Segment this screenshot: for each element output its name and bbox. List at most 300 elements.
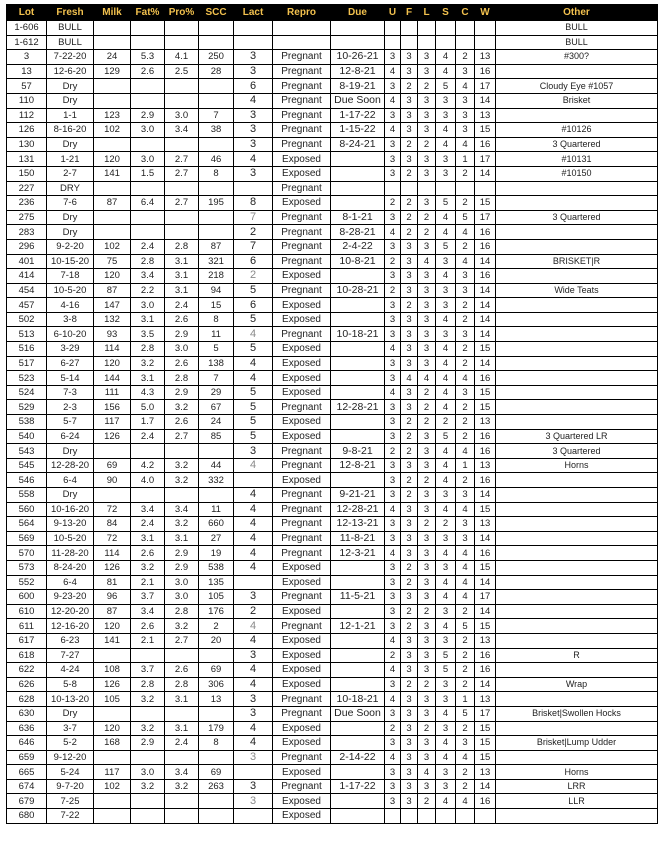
cell-l: 3 (418, 327, 436, 342)
cell-lot: 523 (7, 371, 47, 386)
cell-due (331, 809, 385, 824)
cell-fresh: 9-23-20 (47, 590, 94, 605)
cell-w: 16 (475, 239, 496, 254)
cell-fat: 3.1 (131, 371, 165, 386)
cell-c: 5 (456, 619, 475, 634)
cell-w: 15 (475, 385, 496, 400)
cell-other (496, 809, 658, 824)
cell-due: Due Soon (331, 93, 385, 108)
cell-scc: 24 (199, 415, 234, 430)
cell-lot: 611 (7, 619, 47, 634)
cell-lot: 112 (7, 108, 47, 123)
cell-pro: 2.8 (165, 371, 199, 386)
cell-other: 3 Quartered (496, 444, 658, 459)
cell-w: 16 (475, 137, 496, 152)
cell-lact: 5 (234, 415, 273, 430)
cell-scc (199, 79, 234, 94)
cell-u: 2 (385, 444, 401, 459)
cell-c (456, 21, 475, 36)
cell-w: 15 (475, 123, 496, 138)
cell-s: 4 (436, 736, 456, 751)
cell-due (331, 312, 385, 327)
table-row (7, 663, 658, 678)
cell-s: 5 (436, 663, 456, 678)
cell-other (496, 560, 658, 575)
cell-c: 3 (456, 64, 475, 79)
cell-lact: 5 (234, 312, 273, 327)
cell-s: 4 (436, 269, 456, 284)
cell-pro: 3.1 (165, 254, 199, 269)
cell-repro: Pregnant (273, 181, 331, 196)
cell-f: 3 (401, 531, 418, 546)
cell-repro: Exposed (273, 415, 331, 430)
cell-repro: Pregnant (273, 225, 331, 240)
cell-l (418, 181, 436, 196)
cell-w: 13 (475, 765, 496, 780)
cell-fat: 6.4 (131, 196, 165, 211)
table-row (7, 648, 658, 663)
cell-f: 3 (401, 312, 418, 327)
cell-fresh: 10-13-20 (47, 692, 94, 707)
cell-f: 3 (401, 794, 418, 809)
cell-lot: 628 (7, 692, 47, 707)
cell-other (496, 721, 658, 736)
cell-fat: 2.1 (131, 575, 165, 590)
cell-milk: 69 (94, 458, 131, 473)
cell-repro: Pregnant (273, 750, 331, 765)
cell-l: 3 (418, 93, 436, 108)
cell-u: 3 (385, 239, 401, 254)
cell-s: 5 (436, 648, 456, 663)
cell-s: 5 (436, 79, 456, 94)
cell-pro (165, 648, 199, 663)
cell-f: 3 (401, 327, 418, 342)
cell-w: 16 (475, 429, 496, 444)
cell-lot: 546 (7, 473, 47, 488)
cell-fresh: 10-5-20 (47, 531, 94, 546)
cell-scc: 105 (199, 590, 234, 605)
cell-lact: 5 (234, 385, 273, 400)
cell-repro: Exposed (273, 604, 331, 619)
cell-s: 3 (436, 254, 456, 269)
cell-repro: Pregnant (273, 590, 331, 605)
cell-other (496, 196, 658, 211)
cell-s (436, 809, 456, 824)
cell-pro: 3.1 (165, 283, 199, 298)
table-row (7, 706, 658, 721)
table-row (7, 137, 658, 152)
cell-pro (165, 79, 199, 94)
cell-due (331, 794, 385, 809)
cell-fresh: 10-5-20 (47, 283, 94, 298)
cell-f: 2 (401, 560, 418, 575)
cell-l: 3 (418, 663, 436, 678)
cell-due: 9-21-21 (331, 488, 385, 503)
cell-w: 14 (475, 93, 496, 108)
table-row (7, 269, 658, 284)
cell-c: 3 (456, 736, 475, 751)
cell-l: 3 (418, 531, 436, 546)
cell-scc: 332 (199, 473, 234, 488)
cell-other (496, 400, 658, 415)
cell-lact: 4 (234, 356, 273, 371)
cell-lact: 3 (234, 750, 273, 765)
cell-other: #10150 (496, 166, 658, 181)
cell-w: 16 (475, 794, 496, 809)
table-row (7, 108, 658, 123)
cell-milk (94, 210, 131, 225)
cell-other: Brisket|Swollen Hocks (496, 706, 658, 721)
cell-scc (199, 444, 234, 459)
cell-fat: 4.2 (131, 458, 165, 473)
cell-fresh: 6-27 (47, 356, 94, 371)
cell-fresh: 4-24 (47, 663, 94, 678)
cell-s: 4 (436, 342, 456, 357)
table-row (7, 633, 658, 648)
cell-other: Wrap (496, 677, 658, 692)
cell-w (475, 181, 496, 196)
cell-lact: 5 (234, 429, 273, 444)
cell-scc: 13 (199, 692, 234, 707)
cell-s: 4 (436, 210, 456, 225)
cell-pro: 2.7 (165, 633, 199, 648)
cell-pro (165, 750, 199, 765)
cell-c: 4 (456, 254, 475, 269)
cell-due: 12-28-21 (331, 400, 385, 415)
cell-fat (131, 137, 165, 152)
cell-scc: 195 (199, 196, 234, 211)
cell-u: 3 (385, 429, 401, 444)
cell-other: #10131 (496, 152, 658, 167)
cell-w (475, 21, 496, 36)
cell-fresh: 9-7-20 (47, 779, 94, 794)
cell-f: 3 (401, 342, 418, 357)
cell-s: 3 (436, 152, 456, 167)
cell-f: 3 (401, 517, 418, 532)
cell-repro: Exposed (273, 166, 331, 181)
cell-scc: 218 (199, 269, 234, 284)
cell-f: 3 (401, 750, 418, 765)
cell-due (331, 560, 385, 575)
cell-c: 2 (456, 473, 475, 488)
cell-f: 3 (401, 648, 418, 663)
cell-s: 4 (436, 444, 456, 459)
cell-c: 1 (456, 458, 475, 473)
cell-c: 4 (456, 79, 475, 94)
cell-f: 4 (401, 371, 418, 386)
cell-s: 3 (436, 531, 456, 546)
cell-fresh: 9-2-20 (47, 239, 94, 254)
cell-other (496, 473, 658, 488)
cell-w: 15 (475, 750, 496, 765)
cell-w: 15 (475, 196, 496, 211)
cell-fresh: 5-24 (47, 765, 94, 780)
cell-other (496, 663, 658, 678)
cell-fat (131, 706, 165, 721)
cell-lot: 131 (7, 152, 47, 167)
cell-w: 16 (475, 444, 496, 459)
cell-scc: 2 (199, 619, 234, 634)
column-header-fresh: Fresh (47, 5, 94, 21)
cell-lact: 4 (234, 93, 273, 108)
cell-lot: 610 (7, 604, 47, 619)
cell-scc: 20 (199, 633, 234, 648)
table-row (7, 283, 658, 298)
cell-due: 10-28-21 (331, 283, 385, 298)
cell-scc (199, 225, 234, 240)
column-header-milk: Milk (94, 5, 131, 21)
cell-lot: 674 (7, 779, 47, 794)
cell-fat: 3.0 (131, 765, 165, 780)
cell-due (331, 269, 385, 284)
cell-scc: 5 (199, 342, 234, 357)
cell-s: 5 (436, 239, 456, 254)
cell-milk (94, 794, 131, 809)
cell-other (496, 371, 658, 386)
cell-scc: 27 (199, 531, 234, 546)
cell-lot: 665 (7, 765, 47, 780)
cell-fresh: 6-4 (47, 473, 94, 488)
table-row (7, 473, 658, 488)
cell-f: 2 (401, 415, 418, 430)
cell-fat: 4.0 (131, 473, 165, 488)
cell-milk: 114 (94, 546, 131, 561)
cell-s: 4 (436, 619, 456, 634)
cell-fat: 3.4 (131, 269, 165, 284)
cell-l: 3 (418, 502, 436, 517)
cell-u: 3 (385, 560, 401, 575)
cell-pro: 2.6 (165, 312, 199, 327)
cell-milk: 120 (94, 721, 131, 736)
cell-due (331, 298, 385, 313)
cell-milk: 108 (94, 663, 131, 678)
cell-f: 2 (401, 444, 418, 459)
cell-milk: 117 (94, 415, 131, 430)
cell-due (331, 152, 385, 167)
cell-due (331, 21, 385, 36)
cell-scc: 38 (199, 123, 234, 138)
cell-c: 4 (456, 590, 475, 605)
cell-f: 3 (401, 779, 418, 794)
cell-other (496, 356, 658, 371)
cell-c: 2 (456, 312, 475, 327)
cell-s: 4 (436, 312, 456, 327)
cell-milk: 129 (94, 64, 131, 79)
cell-w: 14 (475, 779, 496, 794)
cell-repro: Pregnant (273, 283, 331, 298)
cell-fresh: 3-7 (47, 721, 94, 736)
cell-s: 4 (436, 473, 456, 488)
cell-l (418, 809, 436, 824)
cell-fat: 1.7 (131, 415, 165, 430)
cell-lot: 275 (7, 210, 47, 225)
cell-due: 12-3-21 (331, 546, 385, 561)
cell-l: 3 (418, 458, 436, 473)
cell-l: 2 (418, 210, 436, 225)
cell-lact: 4 (234, 327, 273, 342)
cell-lact (234, 473, 273, 488)
cell-w: 13 (475, 50, 496, 65)
cell-l: 2 (418, 385, 436, 400)
cell-l: 3 (418, 619, 436, 634)
cell-u: 3 (385, 736, 401, 751)
cell-s (436, 181, 456, 196)
table-row (7, 356, 658, 371)
cell-scc (199, 93, 234, 108)
cell-pro: 2.9 (165, 560, 199, 575)
cell-f: 3 (401, 502, 418, 517)
cell-s: 3 (436, 677, 456, 692)
cell-repro: Pregnant (273, 619, 331, 634)
cell-fresh: Dry (47, 488, 94, 503)
cell-f: 2 (401, 166, 418, 181)
cell-repro: Pregnant (273, 546, 331, 561)
cell-w: 15 (475, 400, 496, 415)
cell-due: 1-17-22 (331, 779, 385, 794)
cell-fat: 3.4 (131, 502, 165, 517)
cell-s: 3 (436, 560, 456, 575)
cell-s: 4 (436, 794, 456, 809)
cell-due (331, 371, 385, 386)
cell-fat (131, 181, 165, 196)
cell-c: 3 (456, 488, 475, 503)
cell-lact: 3 (234, 137, 273, 152)
cell-due: 8-24-21 (331, 137, 385, 152)
cell-lact: 4 (234, 152, 273, 167)
cell-pro: 2.4 (165, 298, 199, 313)
cell-due: 12-1-21 (331, 619, 385, 634)
cell-s: 3 (436, 327, 456, 342)
cell-f: 3 (401, 64, 418, 79)
table-row (7, 779, 658, 794)
cell-u: 4 (385, 633, 401, 648)
cell-due (331, 473, 385, 488)
column-header-f: F (401, 5, 418, 21)
column-header-c: C (456, 5, 475, 21)
cell-u: 3 (385, 779, 401, 794)
cell-w: 17 (475, 590, 496, 605)
table-row (7, 502, 658, 517)
cell-scc: 44 (199, 458, 234, 473)
cell-repro: Pregnant (273, 93, 331, 108)
cell-fresh: 5-7 (47, 415, 94, 430)
cell-f: 3 (401, 152, 418, 167)
cell-lot: 679 (7, 794, 47, 809)
cell-fat (131, 750, 165, 765)
cell-fat: 4.3 (131, 385, 165, 400)
cell-lot: 569 (7, 531, 47, 546)
cell-due: 12-13-21 (331, 517, 385, 532)
cell-fat: 2.8 (131, 677, 165, 692)
cell-lot: 545 (7, 458, 47, 473)
cell-pro: 2.9 (165, 546, 199, 561)
cell-repro: Pregnant (273, 137, 331, 152)
cell-milk: 81 (94, 575, 131, 590)
cell-w: 14 (475, 677, 496, 692)
cell-lot: 646 (7, 736, 47, 751)
cell-c: 2 (456, 196, 475, 211)
cell-milk (94, 809, 131, 824)
cell-c: 3 (456, 283, 475, 298)
cell-f (401, 809, 418, 824)
cell-due: 1-17-22 (331, 108, 385, 123)
cell-l: 3 (418, 444, 436, 459)
cell-lot: 659 (7, 750, 47, 765)
cell-repro: Exposed (273, 560, 331, 575)
cell-f: 3 (401, 458, 418, 473)
cell-pro: 2.6 (165, 415, 199, 430)
cell-f: 2 (401, 225, 418, 240)
column-header-w: W (475, 5, 496, 21)
cell-lact: 3 (234, 706, 273, 721)
cell-due (331, 342, 385, 357)
cell-fresh: 7-27 (47, 648, 94, 663)
cell-f: 2 (401, 473, 418, 488)
cell-lact (234, 21, 273, 36)
cell-lot: 457 (7, 298, 47, 313)
cell-lact: 3 (234, 692, 273, 707)
cell-lot: 283 (7, 225, 47, 240)
cell-f: 2 (401, 488, 418, 503)
cell-milk: 111 (94, 385, 131, 400)
cell-milk: 102 (94, 779, 131, 794)
cell-scc: 19 (199, 546, 234, 561)
cell-l: 3 (418, 152, 436, 167)
cell-fresh: 11-28-20 (47, 546, 94, 561)
cell-f: 2 (401, 196, 418, 211)
cell-l: 3 (418, 64, 436, 79)
cell-u: 2 (385, 254, 401, 269)
cell-fresh: 3-8 (47, 312, 94, 327)
cell-scc (199, 21, 234, 36)
cell-f: 3 (401, 706, 418, 721)
cell-other (496, 342, 658, 357)
cell-u: 3 (385, 269, 401, 284)
cell-fat: 2.8 (131, 342, 165, 357)
cell-s: 4 (436, 371, 456, 386)
cell-milk (94, 137, 131, 152)
table-row (7, 575, 658, 590)
cell-other: Brisket|Lump Udder (496, 736, 658, 751)
cell-milk (94, 706, 131, 721)
cell-fat (131, 794, 165, 809)
cell-fat: 3.7 (131, 663, 165, 678)
cell-lact: 5 (234, 283, 273, 298)
table-row (7, 166, 658, 181)
cell-c (456, 809, 475, 824)
table-row (7, 210, 658, 225)
cell-u: 3 (385, 488, 401, 503)
cell-c: 2 (456, 239, 475, 254)
cell-repro: Exposed (273, 269, 331, 284)
cell-s: 3 (436, 166, 456, 181)
cell-repro: Exposed (273, 298, 331, 313)
cell-w: 14 (475, 166, 496, 181)
cell-w: 13 (475, 517, 496, 532)
cell-lact: 4 (234, 458, 273, 473)
cell-c: 4 (456, 371, 475, 386)
cell-l: 3 (418, 298, 436, 313)
cell-repro: Exposed (273, 765, 331, 780)
cell-pro: 3.0 (165, 108, 199, 123)
cell-c: 2 (456, 765, 475, 780)
cell-f: 2 (401, 604, 418, 619)
cell-lact: 4 (234, 663, 273, 678)
cell-lact: 4 (234, 721, 273, 736)
cell-scc (199, 706, 234, 721)
cell-lot: 57 (7, 79, 47, 94)
cell-c: 5 (456, 210, 475, 225)
